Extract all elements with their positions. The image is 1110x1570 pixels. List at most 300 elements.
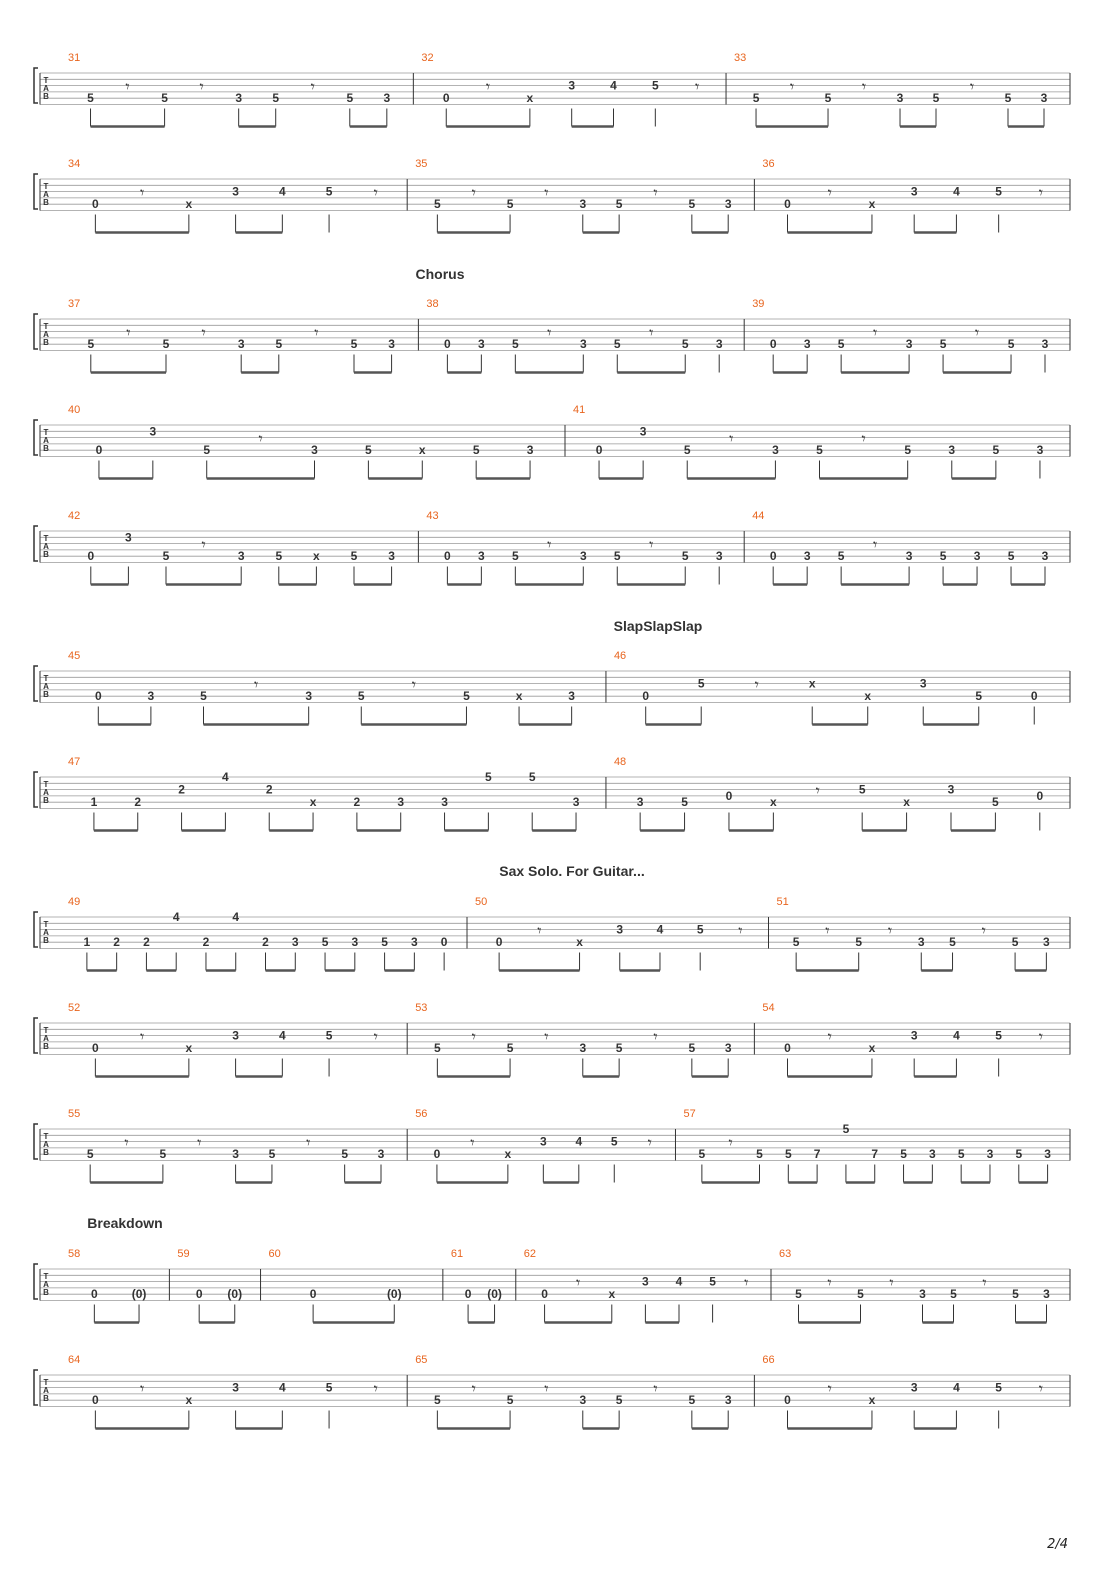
fret-number: 5 [975,689,983,704]
fret-number: x [313,549,320,564]
fret-number: 2 [134,795,142,810]
rest-symbol: 𝄾 [827,1378,832,1398]
measure-number: 36 [762,158,775,170]
fret-number: 0 [784,1393,791,1408]
fret-number: 5 [161,91,168,106]
fret-number: 5 [615,197,623,212]
fret-number: 0 [769,337,777,352]
rest-symbol: 𝄾 [547,534,552,554]
fret-number: x [418,443,426,458]
measure-number: 47 [68,756,81,768]
fret-number: 5 [688,1041,696,1056]
rest-symbol: 𝄾 [471,182,476,202]
tab-clef-letter: A [43,542,49,551]
fret-number: 3 [947,782,955,797]
fret-number: 5 [752,91,760,106]
rest-symbol: 𝄾 [861,428,866,448]
rest-symbol: 𝄾 [199,76,204,96]
system-bracket [34,68,38,103]
fret-number: 5 [159,1147,167,1162]
fret-number: 5 [434,197,441,212]
measure-number: 34 [68,158,81,170]
fret-number: 3 [905,549,913,564]
measure-number: 49 [68,896,81,908]
fret-number: 3 [724,1393,732,1408]
rest-symbol: 𝄾 [124,1132,129,1152]
rest-symbol: 𝄾 [969,76,975,96]
fret-number: 5 [683,443,691,458]
fret-number: 3 [917,935,925,950]
fret-number: 2 [143,935,150,950]
tab-clef-letter: B [43,1288,49,1297]
fret-number: 5 [511,549,519,564]
tab-clef-letter: B [43,1394,49,1403]
fret-number: 3 [929,1147,936,1162]
fret-number: 5 [162,337,170,352]
fret-number: x [515,689,523,704]
system-bracket [34,912,38,947]
fret-number: 3 [1036,443,1044,458]
fret-number: 0 [642,689,650,704]
measure-number: 48 [613,756,627,768]
rest-symbol: 𝄾 [139,182,145,202]
tab-clef-letter: T [43,920,49,929]
rest-symbol: 𝄾 [470,1132,475,1152]
tab-clef-letter: T [43,76,49,85]
tab-clef-letter: A [43,84,49,93]
fret-number: 7 [813,1147,821,1162]
fret-number: 3 [1041,549,1049,564]
fret-number: 5 [162,549,170,564]
tab-clef-letter: A [43,928,49,937]
fret-number: 3 [383,91,391,106]
rest-symbol: 𝄾 [974,322,980,342]
rest-symbol: 𝄾 [139,1026,145,1046]
fret-number: 3 [441,795,448,810]
system-bracket [34,314,38,349]
fret-number: 5 [472,443,480,458]
fret-number: 3 [305,689,313,704]
fret-number: 4 [172,910,180,924]
tab-clef-letter: A [43,788,49,797]
rest-symbol: 𝄾 [201,534,206,554]
fret-number: 5 [995,1380,1002,1395]
measure-number: 43 [426,510,439,522]
fret-number: 5 [86,1147,94,1162]
tab-clef-letter: B [43,936,49,945]
fret-number: 3 [579,1041,587,1056]
rest-symbol: 𝄾 [471,1378,476,1398]
fret-number: 5 [506,1041,514,1056]
fret-number: 5 [485,770,492,784]
rest-symbol: 𝄾 [889,1272,894,1292]
fret-number: 4 [610,78,617,93]
fret-number: 5 [698,1147,706,1162]
fret-number: 0 [784,197,791,212]
rest-symbol: 𝄾 [653,1378,658,1398]
fret-number: 5 [784,1147,792,1162]
fret-number: 5 [837,549,845,564]
fret-number: 0 [92,1041,99,1056]
tab-clef-letter: B [43,338,49,347]
fret-number: 5 [272,91,280,106]
fret-number: (0) [131,1287,147,1302]
fret-number: 5 [858,782,866,797]
measure-number: 63 [779,1248,792,1260]
system-bracket [34,1264,38,1299]
tab-clef-letter: T [43,534,49,543]
fret-number: 3 [568,78,576,93]
rest-symbol: 𝄾 [861,76,867,96]
measure-number: 32 [421,52,434,64]
fret-number: 0 [541,1287,548,1302]
measure-number: 57 [683,1108,696,1120]
fret-number: 0 [595,443,603,458]
fret-number: 3 [147,689,155,704]
fret-number: 5 [904,443,912,458]
rest-symbol: 𝄾 [197,1132,202,1152]
system-bracket [34,666,38,701]
section-label: SlapSlapSlap [613,618,703,634]
fret-number: x [185,1041,193,1056]
fret-number: 3 [388,337,395,352]
fret-number: 3 [539,1134,547,1149]
tab-clef-letter: T [43,322,49,331]
fret-number: 5 [1004,91,1012,106]
tab-clef-letter: T [43,428,49,437]
rest-symbol: 𝄾 [754,674,759,694]
fret-number: 5 [275,337,283,352]
rest-symbol: 𝄾 [815,780,820,800]
fret-number: 3 [803,337,811,352]
fret-number: 4 [278,184,286,199]
fret-number: 5 [203,443,211,458]
rest-symbol: 𝄾 [471,1026,476,1046]
rest-symbol: 𝄾 [981,920,986,940]
fret-number: 3 [377,1147,385,1162]
fret-number: 3 [388,549,395,564]
fret-number: 3 [616,922,624,937]
fret-number: 3 [125,530,132,545]
tab-clef-letter: B [43,796,49,805]
rest-symbol: 𝄾 [310,76,315,96]
fret-number: 5 [321,935,329,950]
rest-symbol: 𝄾 [789,76,795,96]
fret-number: 3 [772,443,779,458]
fret-number: 5 [615,1041,623,1056]
rest-symbol: 𝄾 [744,1272,749,1292]
fret-number: 3 [910,1380,918,1395]
tab-clef-letter: B [43,1148,49,1157]
rest-symbol: 𝄾 [126,322,131,342]
fret-number: 3 [636,795,644,810]
fret-number: 4 [278,1380,286,1395]
fret-number: 0 [725,788,733,803]
fret-number: 5 [995,184,1002,199]
fret-number: 3 [232,1028,239,1043]
fret-number: 3 [986,1147,994,1162]
fret-number: 0 [440,935,448,950]
fret-number: 5 [613,549,621,564]
rest-symbol: 𝄾 [537,920,542,940]
tab-clef-letter: A [43,1140,49,1149]
rest-symbol: 𝄾 [373,182,378,202]
fret-number: 5 [350,549,358,564]
fret-number: 0 [92,1393,99,1408]
fret-number: 3 [235,91,243,106]
fret-number: 3 [526,443,534,458]
measure-number: 64 [68,1354,81,1366]
fret-number: 3 [232,184,239,199]
fret-number: 5 [1007,549,1015,564]
fret-number: 5 [506,1393,514,1408]
fret-number: 3 [291,935,299,950]
fret-number: 5 [932,91,940,106]
measure-number: 65 [415,1354,428,1366]
rest-symbol: 𝄾 [411,674,416,694]
fret-number: 3 [1040,91,1048,106]
fret-number: 3 [715,549,723,564]
fret-number: 5 [1012,1287,1019,1302]
fret-number: 4 [232,910,240,924]
tab-clef-letter: A [43,1280,49,1289]
fret-number: 5 [681,549,689,564]
fret-number: 5 [792,935,800,950]
fret-number: 0 [784,1041,791,1056]
fret-number: 5 [346,91,354,106]
rest-symbol: 𝄾 [649,534,654,554]
fret-number: 5 [268,1147,276,1162]
fret-number: 5 [950,1287,957,1302]
fret-number: 5 [824,91,832,106]
fret-number: x [526,91,534,106]
fret-number: 0 [442,91,450,106]
fret-number: 0 [309,1287,317,1302]
tab-clef-letter: B [43,92,49,101]
fret-number: 5 [992,795,999,810]
fret-number: 5 [200,689,207,704]
measure-number: 52 [68,1002,81,1014]
rest-symbol: 𝄾 [373,1378,378,1398]
rest-symbol: 𝄾 [872,534,878,554]
fret-number: 5 [365,443,372,458]
fret-number: 3 [579,337,587,352]
measure-number: 44 [752,510,765,522]
measure-number: 38 [426,298,439,310]
rest-symbol: 𝄾 [1038,1378,1044,1398]
fret-number: 3 [579,197,587,212]
measure-number: 45 [68,650,81,662]
tab-clef-letter: A [43,682,49,691]
fret-number: 5 [613,337,621,352]
fret-number: x [185,197,193,212]
fret-number: 5 [1015,1147,1023,1162]
rest-symbol: 𝄾 [694,76,700,96]
fret-number: 5 [357,689,365,704]
fret-number: 5 [434,1393,441,1408]
fret-number: 3 [803,549,811,564]
fret-number: 2 [262,935,269,950]
measure-number: 56 [415,1108,428,1120]
fret-number: x [868,197,876,212]
fret-number: (0) [386,1287,402,1302]
fret-number: 0 [769,549,777,564]
fret-number: 7 [871,1147,879,1162]
section-label: Breakdown [87,1215,163,1231]
system-bracket [34,772,38,807]
measure-number: 35 [415,158,428,170]
rest-symbol: 𝄾 [544,182,549,202]
fret-number: 5 [325,1380,333,1395]
fret-number: 3 [724,1041,732,1056]
fret-number: 0 [92,197,99,212]
system-bracket [34,1018,38,1053]
rest-symbol: 𝄾 [649,322,654,342]
measure-number: 59 [177,1248,190,1260]
fret-number: x [504,1147,512,1162]
measure-number: 39 [752,298,765,310]
fret-number: 3 [1043,935,1050,950]
rest-symbol: 𝄾 [982,1272,987,1292]
rest-symbol: 𝄾 [547,322,552,342]
system-bracket [34,174,38,209]
fret-number: 0 [95,443,103,458]
measure-number: 50 [475,896,488,908]
fret-number: x [770,795,777,810]
fret-number: 3 [973,549,981,564]
rest-symbol: 𝄾 [647,1132,652,1152]
rest-symbol: 𝄾 [827,182,832,202]
rest-symbol: 𝄾 [872,322,878,342]
rest-symbol: 𝄾 [139,1378,145,1398]
tab-clef-letter: T [43,1378,49,1387]
fret-number: 3 [478,337,485,352]
measure-number: 55 [68,1108,81,1120]
fret-number: x [576,935,583,950]
tab-clef-letter: B [43,690,49,699]
measure-number: 33 [734,52,747,64]
fret-number: 5 [651,78,659,93]
measure-number: 41 [573,404,586,416]
fret-number: 3 [232,1380,239,1395]
measure-number: 61 [450,1248,464,1260]
fret-number: x [868,1041,876,1056]
fret-number: 3 [579,549,587,564]
fret-number: 5 [697,676,705,691]
fret-number: 3 [397,795,405,810]
rest-symbol: 𝄾 [738,920,743,940]
fret-number: 5 [995,1028,1002,1043]
fret-number: 3 [896,91,904,106]
fret-number: 3 [639,424,647,439]
rest-symbol: 𝄾 [253,674,259,694]
fret-number: 3 [1041,337,1049,352]
fret-number: 0 [87,549,95,564]
measure-number: 54 [762,1002,775,1014]
fret-number: 4 [953,1380,960,1395]
fret-number: 0 [94,689,102,704]
measure-number: 53 [415,1002,428,1014]
fret-number: 5 [381,935,388,950]
fret-number: 5 [87,337,95,352]
rest-symbol: 𝄾 [1038,1026,1044,1046]
fret-number: 5 [325,184,333,199]
fret-number: x [903,795,910,810]
fret-number: 4 [953,184,960,199]
fret-number: 5 [900,1147,907,1162]
fret-number: 3 [351,935,359,950]
rest-symbol: 𝄾 [1038,182,1044,202]
rest-symbol: 𝄾 [258,428,263,448]
rest-symbol: 𝄾 [728,1132,733,1152]
rest-symbol: 𝄾 [125,76,130,96]
fret-number: 5 [506,197,514,212]
fret-number: 5 [837,337,845,352]
fret-number: 0 [91,1287,98,1302]
fret-number: 3 [910,184,918,199]
tab-clef-letter: T [43,1132,49,1141]
fret-number: 0 [195,1287,203,1302]
fret-number: 0 [444,337,451,352]
fret-number: 4 [656,922,664,937]
fret-number: 5 [992,443,1000,458]
tab-clef-letter: B [43,444,49,453]
tab-clef-letter: A [43,330,49,339]
fret-number: 5 [795,1287,802,1302]
rest-symbol: 𝄾 [576,1272,581,1292]
system-bracket [34,1370,38,1405]
measure-number: 40 [68,404,81,416]
fret-number: 1 [90,795,98,810]
tab-clef-letter: A [43,190,49,199]
fret-number: 3 [237,337,245,352]
system-bracket [34,420,38,455]
fret-number: 5 [696,922,704,937]
fret-number: 5 [87,91,94,106]
tab-clef-letter: T [43,780,49,789]
fret-number: 5 [511,337,519,352]
rest-symbol: 𝄾 [373,1026,378,1046]
rest-symbol: 𝄾 [887,920,893,940]
tab-clef-letter: B [43,550,49,559]
tab-clef-letter: T [43,1026,49,1035]
fret-number: 5 [681,795,688,810]
tab-clef-letter: B [43,1042,49,1051]
tab-clef-letter: T [43,674,49,683]
fret-number: 5 [615,1393,623,1408]
fret-number: 5 [434,1041,441,1056]
rest-symbol: 𝄾 [729,428,734,448]
fret-number: 3 [237,549,245,564]
fret-number: 3 [1044,1147,1051,1162]
fret-number: 5 [957,1147,965,1162]
fret-number: x [309,795,317,810]
fret-number: 0 [444,549,451,564]
tab-clef-letter: A [43,1386,49,1395]
fret-number: 3 [149,424,157,439]
tab-clef-letter: A [43,436,49,445]
fret-number: 4 [675,1274,683,1289]
fret-number: 5 [275,549,283,564]
measure-number: 58 [68,1248,81,1260]
measure-number: 37 [68,298,81,310]
fret-number: 5 [350,337,358,352]
measure-number: 42 [68,510,81,522]
fret-number: 3 [919,1287,926,1302]
fret-number: x [808,676,816,691]
fret-number: 5 [842,1122,850,1136]
fret-number: 1 [83,935,91,950]
